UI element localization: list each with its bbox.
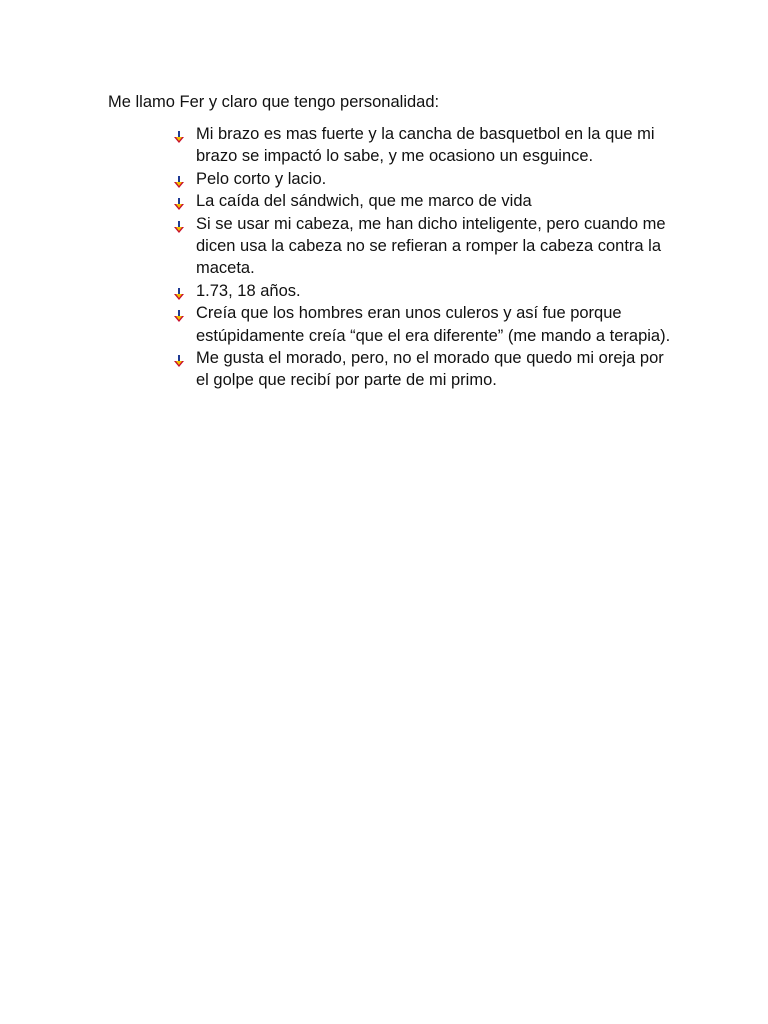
arrow-down-bullet-icon [172, 218, 186, 231]
list-item [172, 280, 672, 302]
list-item-text: Mi brazo es mas fuerte y la cancha de basquetbol en la que mi brazo se impactó lo sabe, y me ocasiono un esguince. [196, 125, 655, 166]
list-item [172, 347, 672, 392]
list-item-text: Si se usar mi cabeza, me han dicho inteligente, pero cuando me dicen usa la cabeza no se refieran a romper la cabeza contra la maceta. [196, 214, 666, 278]
list-item [172, 123, 672, 168]
arrow-down-bullet-icon [172, 352, 186, 365]
list-item [172, 213, 672, 280]
list-item [172, 190, 672, 212]
list-item-text: Me gusta el morado, pero, no el morado que quedo mi oreja por el golpe que recibí por parte de mi primo. [196, 349, 664, 390]
arrow-down-bullet-icon [172, 173, 186, 186]
list-item-text: Creía que los hombres eran unos culeros y así fue porque estúpidamente creía “que el era diferente” (me mando a terapia). [196, 304, 671, 345]
arrow-down-bullet-icon [172, 285, 186, 298]
arrow-down-bullet-icon [172, 307, 186, 320]
arrow-down-bullet-icon [172, 128, 186, 141]
list-item [172, 302, 672, 347]
intro-text: Me llamo Fer y claro que tengo personalidad: [108, 93, 440, 111]
bullet-list [172, 123, 672, 392]
list-item [172, 168, 672, 190]
list-item-text: Pelo corto y lacio. [196, 169, 327, 188]
list-item-text: La caída del sándwich, que me marco de vida [196, 192, 532, 211]
arrow-down-bullet-icon [172, 195, 186, 208]
list-item-text: 1.73, 18 años. [196, 281, 301, 300]
